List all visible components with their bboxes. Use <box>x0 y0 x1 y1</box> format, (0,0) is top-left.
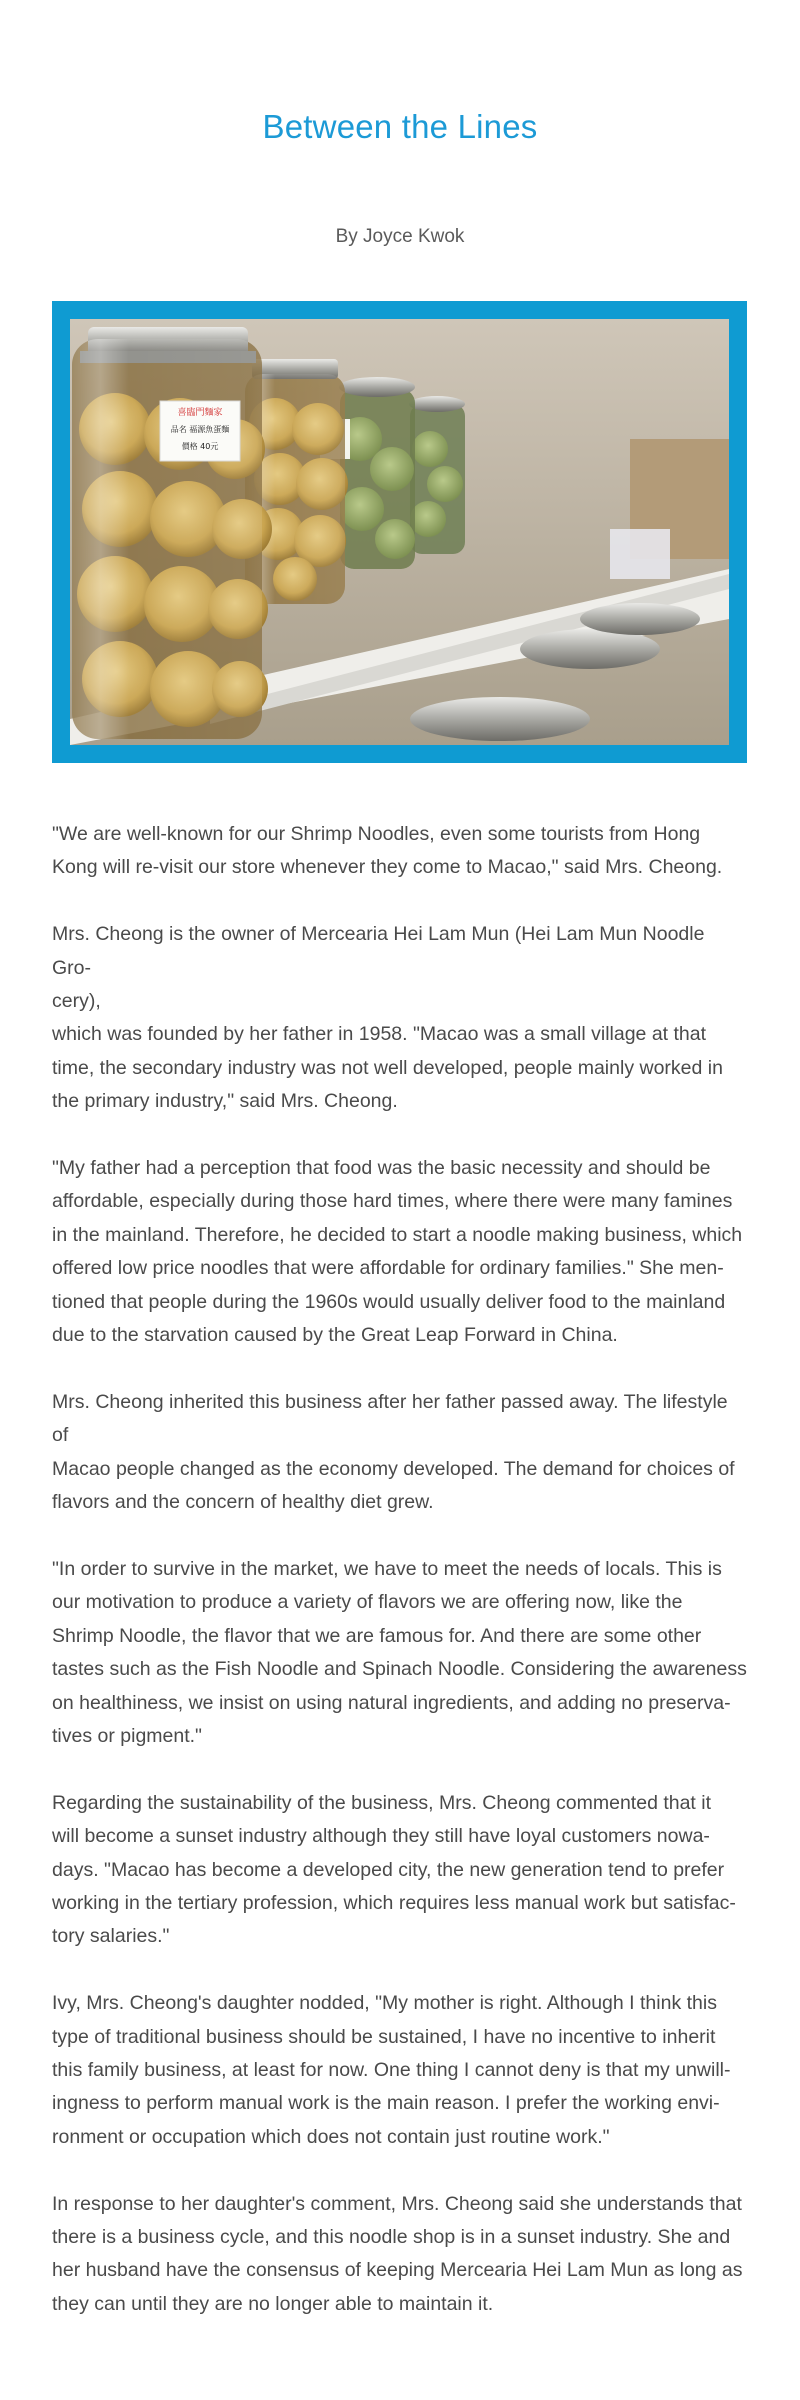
paragraph-line: there is a business cycle, and this noodle shop is in a sunset industry. She and <box>52 2225 731 2248</box>
jar-label-line2: 品名 福源魚蛋麵 <box>170 425 230 434</box>
article-byline: By Joyce Kwok <box>335 226 465 247</box>
paragraph-line: which was founded by her father in 1958. "Macao was a small village at that <box>52 1023 707 1046</box>
article-paragraph <box>52 1987 748 2154</box>
paragraph-line: "My father had a perception that food was the basic necessity and should be <box>52 1157 711 1180</box>
article-paragraph <box>52 1787 748 1954</box>
paragraph-line: In response to her daughter's comment, Mrs. Cheong said she understands that <box>52 2192 742 2215</box>
paragraph-line: the primary industry," said Mrs. Cheong. <box>52 1090 398 1113</box>
paragraph-line: in the mainland. Therefore, he decided to start a noodle making business, which <box>52 1223 743 1246</box>
paragraph-line: flavors and the concern of healthy diet grew. <box>52 1491 434 1514</box>
article-body <box>52 818 748 2355</box>
article-paragraph <box>52 818 748 885</box>
paragraph-line: Macao people changed as the economy developed. The demand for choices of <box>52 1457 735 1480</box>
paragraph-line: affordable, especially during those hard times, where there were many famines <box>52 1190 733 1213</box>
article-paragraph <box>52 2188 748 2322</box>
photo-frame <box>52 301 747 763</box>
paragraph-line: ronment or occupation which does not contain just routine work." <box>52 2125 610 2148</box>
noodle-jars-illustration <box>70 319 729 745</box>
paragraph-line: working in the tertiary profession, which requires less manual work but satisfac- <box>52 1891 736 1914</box>
jar-label-line1: 喜臨門麵家 <box>177 408 223 418</box>
noodle-jars-photo <box>70 319 729 745</box>
paragraph-line: "We are well-known for our Shrimp Noodles, even some tourists from Hong <box>52 823 701 845</box>
article-paragraph <box>52 1553 748 1753</box>
paragraph-line: Mrs. Cheong inherited this business after her father passed away. The lifestyle of <box>52 1390 728 1447</box>
paragraph-line: cery), <box>52 990 101 1013</box>
paragraph-line: ingness to perform manual work is the main reason. I prefer the working envi- <box>52 2092 720 2115</box>
paragraph-line: Mrs. Cheong is the owner of Mercearia Hei Lam Mun (Hei Lam Mun Noodle Gro- <box>52 923 705 979</box>
jar-label-line3: 價格 40元 <box>181 442 219 451</box>
paragraph-line: days. "Macao has become a developed city, the new generation tend to prefer <box>52 1858 725 1881</box>
article-paragraph <box>52 1386 748 1520</box>
paragraph-line: our motivation to produce a variety of flavors we are offering now, like the <box>52 1591 683 1614</box>
paragraph-line: offered low price noodles that were affordable for ordinary families." She men- <box>52 1257 724 1280</box>
paragraph-line: type of traditional business should be sustained, I have no incentive to inherit <box>52 2025 716 2048</box>
article-paragraph <box>52 918 748 1118</box>
paragraph-line: Ivy, Mrs. Cheong's daughter nodded, "My mother is right. Although I think this <box>52 1992 717 2015</box>
paragraph-line: will become a sunset industry although they still have loyal customers nowa- <box>52 1825 710 1848</box>
article-paragraph <box>52 1152 748 1352</box>
paragraph-line: tastes such as the Fish Noodle and Spinach Noodle. Considering the awareness <box>52 1658 747 1681</box>
paragraph-line: Shrimp Noodle, the flavor that we are famous for. And there are some other <box>52 1624 702 1647</box>
paragraph-line: Regarding the sustainability of the business, Mrs. Cheong commented that it <box>52 1791 712 1814</box>
paragraph-line: time, the secondary industry was not well developed, people mainly worked in <box>52 1056 723 1079</box>
article-title: Between the Lines <box>262 108 538 145</box>
paragraph-line: her husband have the consensus of keeping Mercearia Hei Lam Mun as long as <box>52 2259 743 2282</box>
paragraph-line: "In order to survive in the market, we have to meet the needs of locals. This is <box>52 1557 722 1580</box>
paragraph-line: tory salaries." <box>52 1925 170 1948</box>
paragraph-line: due to the starvation caused by the Great Leap Forward in China. <box>52 1324 618 1347</box>
paragraph-line: tioned that people during the 1960s would usually deliver food to the mainland <box>52 1290 726 1313</box>
paragraph-line: this family business, at least for now. One thing I cannot deny is that my unwill- <box>52 2058 731 2081</box>
paragraph-line: on healthiness, we insist on using natural ingredients, and adding no preserva- <box>52 1691 731 1714</box>
paragraph-line: tives or pigment." <box>52 1724 202 1747</box>
paragraph-line: Kong will re-visit our store whenever they come to Macao," said Mrs. Cheong. <box>52 856 723 879</box>
paragraph-line: they can until they are no longer able to maintain it. <box>52 2292 494 2315</box>
